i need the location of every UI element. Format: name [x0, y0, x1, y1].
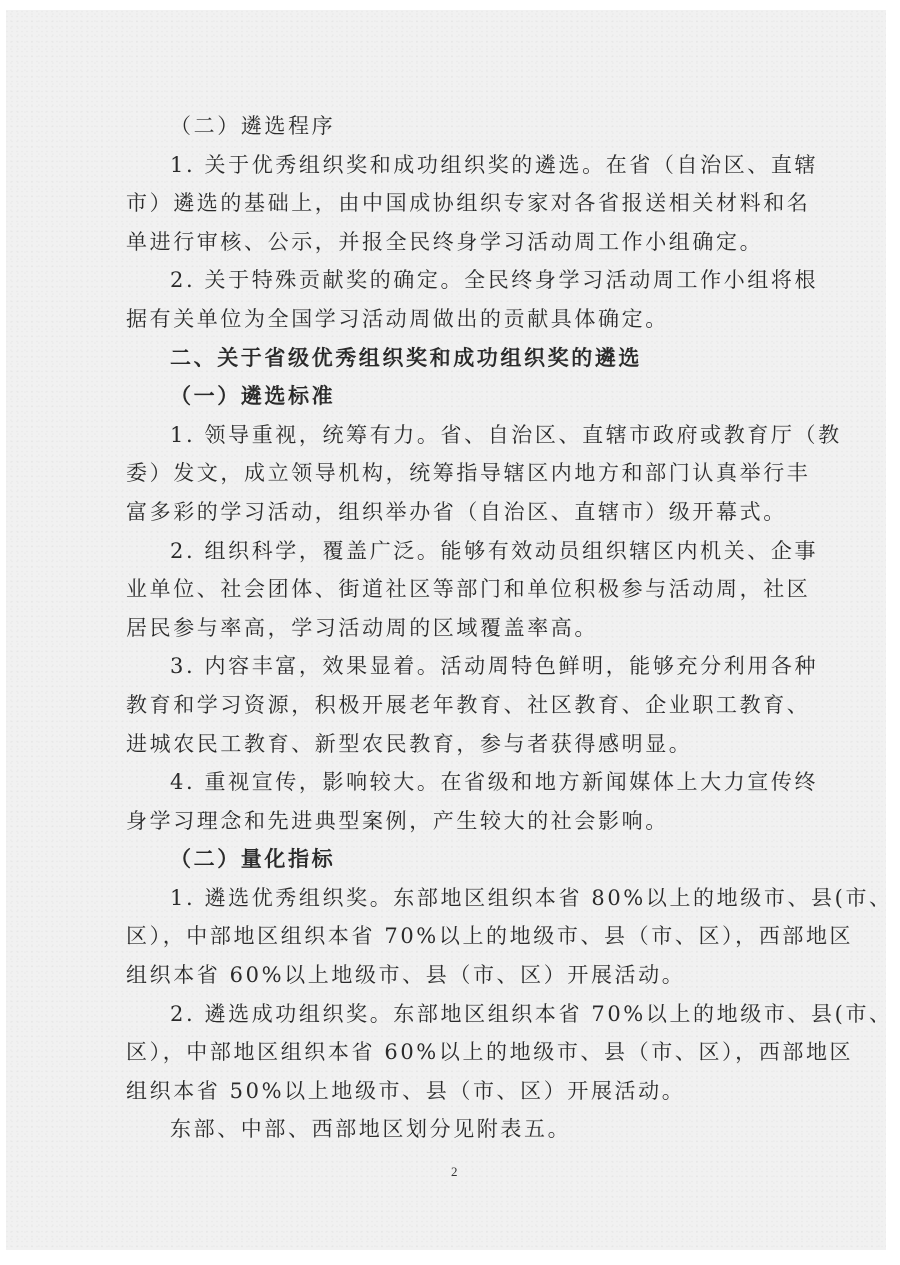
- paragraph-line: 委）发文，成立领导机构，统筹指导辖区内地方和部门认真举行丰: [126, 461, 811, 486]
- paragraph-line: 居民参与率高，学习活动周的区域覆盖率高。: [126, 615, 598, 640]
- paragraph-line: 1. 遴选优秀组织奖。东部地区组织本省 80%以上的地级市、县(市、: [170, 885, 893, 910]
- section-heading-selection-procedure: （二）遴选程序: [170, 114, 336, 138]
- paragraph-line: 业单位、社会团体、街道社区等部门和单位积极参与活动周，社区: [126, 577, 811, 602]
- subsection-heading-quantitative-indicators: （二）量化指标: [170, 846, 336, 872]
- subsection-heading-selection-criteria: （一）遴选标准: [170, 383, 336, 409]
- paragraph-line: 单进行审核、公示，并报全民终身学习活动周工作小组确定。: [126, 229, 764, 254]
- scanned-page: [6, 10, 893, 1250]
- paragraph-line: 区），中部地区组织本省 60%以上的地级市、县（市、区），西部地区: [126, 1040, 854, 1065]
- paragraph-line: 2. 遴选成功组织奖。东部地区组织本省 70%以上的地级市、县(市、: [170, 1001, 893, 1026]
- paragraph-line: 组织本省 50%以上地级市、县（市、区）开展活动。: [126, 1078, 686, 1103]
- paragraph-line: 2. 组织科学，覆盖广泛。能够有效动员组织辖区内机关、企事: [170, 538, 819, 563]
- paragraph-line: 身学习理念和先进典型案例，产生较大的社会影响。: [126, 808, 669, 833]
- paragraph-line: 据有关单位为全国学习活动周做出的贡献具体确定。: [126, 306, 669, 331]
- paragraph-line: 1. 关于优秀组织奖和成功组织奖的遴选。在省（自治区、直辖: [170, 152, 819, 177]
- paragraph-line: 3. 内容丰富，效果显着。活动周特色鲜明，能够充分利用各种: [170, 654, 819, 679]
- paragraph-line: 组织本省 60%以上地级市、县（市、区）开展活动。: [126, 963, 686, 988]
- paragraph-line: 区），中部地区组织本省 70%以上的地级市、县（市、区），西部地区: [126, 924, 854, 949]
- page-number: 2: [451, 1164, 458, 1179]
- paragraph-line: 富多彩的学习活动，组织举办省（自治区、直辖市）级开幕式。: [126, 499, 787, 524]
- paragraph-line: 进城农民工教育、新型农民教育，参与者获得感明显。: [126, 731, 693, 756]
- document-body: [126, 107, 893, 1149]
- paragraph-line: 教育和学习资源，积极开展老年教育、社区教育、企业职工教育、: [126, 692, 811, 717]
- paragraph-line: 市）遴选的基础上，由中国成协组织专家对各省报送相关材料和名: [126, 191, 811, 216]
- paragraph-line: 4. 重视宣传，影响较大。在省级和地方新闻媒体上大力宣传终: [170, 770, 819, 795]
- paragraph-line: 东部、中部、西部地区划分见附表五。: [170, 1117, 572, 1142]
- section-heading-provincial-awards: 二、关于省级优秀组织奖和成功组织奖的遴选: [170, 344, 642, 370]
- paragraph-line: 2. 关于特殊贡献奖的确定。全民终身学习活动周工作小组将根: [170, 268, 819, 293]
- paragraph-line: 1. 领导重视，统筹有力。省、自治区、直辖市政府或教育厅（教: [170, 422, 842, 447]
